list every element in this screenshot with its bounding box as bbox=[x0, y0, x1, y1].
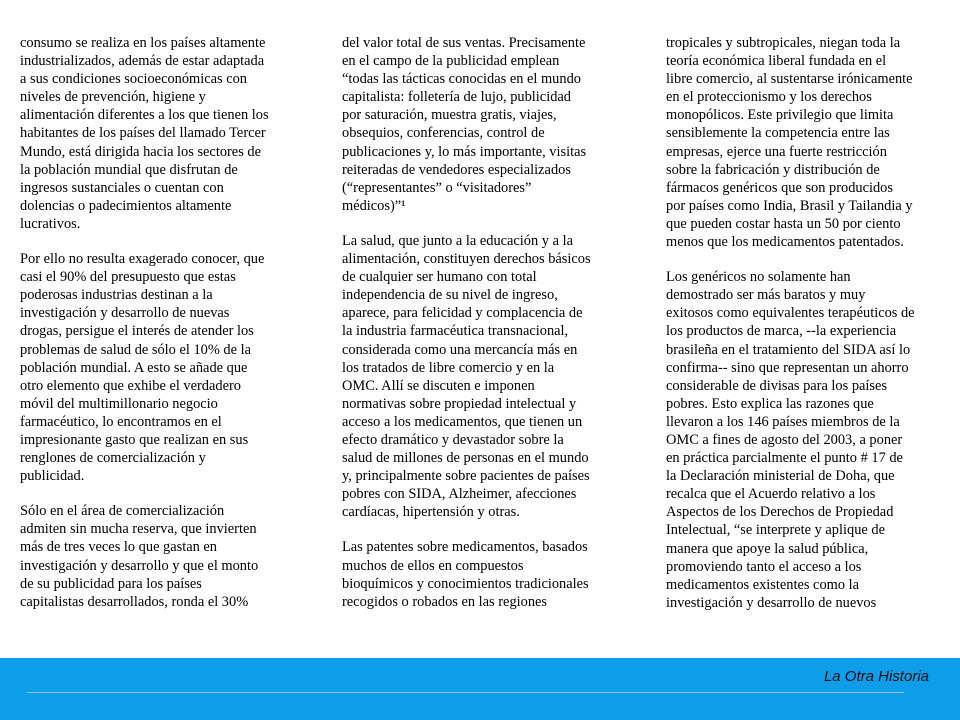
footer-bar bbox=[0, 658, 960, 720]
paragraph: La salud, que junto a la educación y a la alimentación, constituyen derechos básicos de cualquier ser humano con total independencia de su nivel de ingreso, aparece, para felicidad y complacencia de la industria farmacéutica transnacional, considerada como una mercancía más en los tratados de libre comercio y en la OMC. Allí se discuten e imponen normativas sobre propiedad intelectual y acceso a los medicamentos, que tienen un efecto dramático y devastador sobre la salud de millones de personas en el mundo y, principalmente sobre pacientes de países pobres con SIDA, Alzheimer, afecciones cardíacas, hipertensión y otras. bbox=[342, 232, 591, 521]
text-column-3 bbox=[666, 34, 958, 629]
paragraph: Las patentes sobre medicamentos, basados muchos de ellos en compuestos bioquímicos y conocimientos tradicionales recogidos o robados en las regiones bbox=[342, 539, 589, 610]
footer-title: La Otra Historia bbox=[823, 668, 929, 685]
paragraph: Los genéricos no solamente han demostrado ser más baratos y muy exitosos como equivalentes terapéuticos de los productos de marca, --la experiencia brasileña en el tratamiento del SIDA así lo confirma-- sino que representan un ahorro considerable de divisas para los países pobres. Esto explica las razones que llevaron a los 146 países miembros de la OMC a fines de agosto del 2003, a poner en práctica parcialmente el punto # 17 de la Declaración ministerial de Doha, que recalca que el Acuerdo relativo a los Aspectos de los Derechos de Propiedad Intelectual, “se interprete y aplique de manera que apoye la salud pública, promoviendo tanto el acceso a los medicamentos existentes como la investigación y desarrollo de nuevos bbox=[666, 269, 915, 611]
text-column-1 bbox=[20, 34, 310, 628]
paragraph: tropicales y subtropicales, niegan toda la teoría económica liberal fundada en el libre comercio, al sustentarse irónicamente en el proteccionismo y los derechos monopólicos. Este privilegio que limita sensiblemente la competencia entre las empresas, ejerce una fuerte restricción sobre la fabricación y distribución de fármacos genéricos que son producidos por países como India, Brasil y Tailandia y que pueden costar hasta un 50 por ciento menos que los medicamentos patentados. bbox=[666, 35, 913, 251]
paragraph: del valor total de sus ventas. Precisamente en el campo de la publicidad emplean “todas las tácticas conocidas en el mundo capitalista: folletería de lujo, publicidad por saturación, muestra gratis, viajes, obsequios, conferencias, control de publicaciones y, lo más importante, visitas reiteradas de vendedores especializados (“representantes” o “visitadores” médicos)”¹ bbox=[342, 35, 587, 214]
paragraph: consumo se realiza en los países altamente industrializados, además de estar adaptada a sus condiciones socioeconómicas con niveles de prevención, higiene y alimentación diferentes a los que tienen los habitantes de los países del llamado Tercer Mundo, está dirigida hacia los sectores de la población mundial que disfrutan de ingresos sustanciales o cuentan con dolencias o padecimientos altamente lucrativos. bbox=[20, 35, 269, 232]
footer-divider bbox=[27, 692, 904, 693]
paragraph: Sólo en el área de comercialización admiten sin mucha reserva, que invierten más de tres veces lo que gastan en investigación y desarrollo y que el monto de su publicidad para los países capitalistas desarrollados, ronda el 30% bbox=[20, 503, 259, 610]
paragraph: Por ello no resulta exagerado conocer, que casi el 90% del presupuesto que estas poderosas industrias destinan a la investigación y desarrollo de nuevas drogas, persigue el interés de atender los problemas de salud de sólo el 10% de la población mundial. A esto se añade que otro elemento que exhibe el verdadero móvil del multimillonario negocio farmacéutico, lo encontramos en el impresionante gasto que realizan en sus renglones de comercialización y publicidad. bbox=[20, 251, 265, 485]
text-column-2 bbox=[342, 34, 634, 628]
